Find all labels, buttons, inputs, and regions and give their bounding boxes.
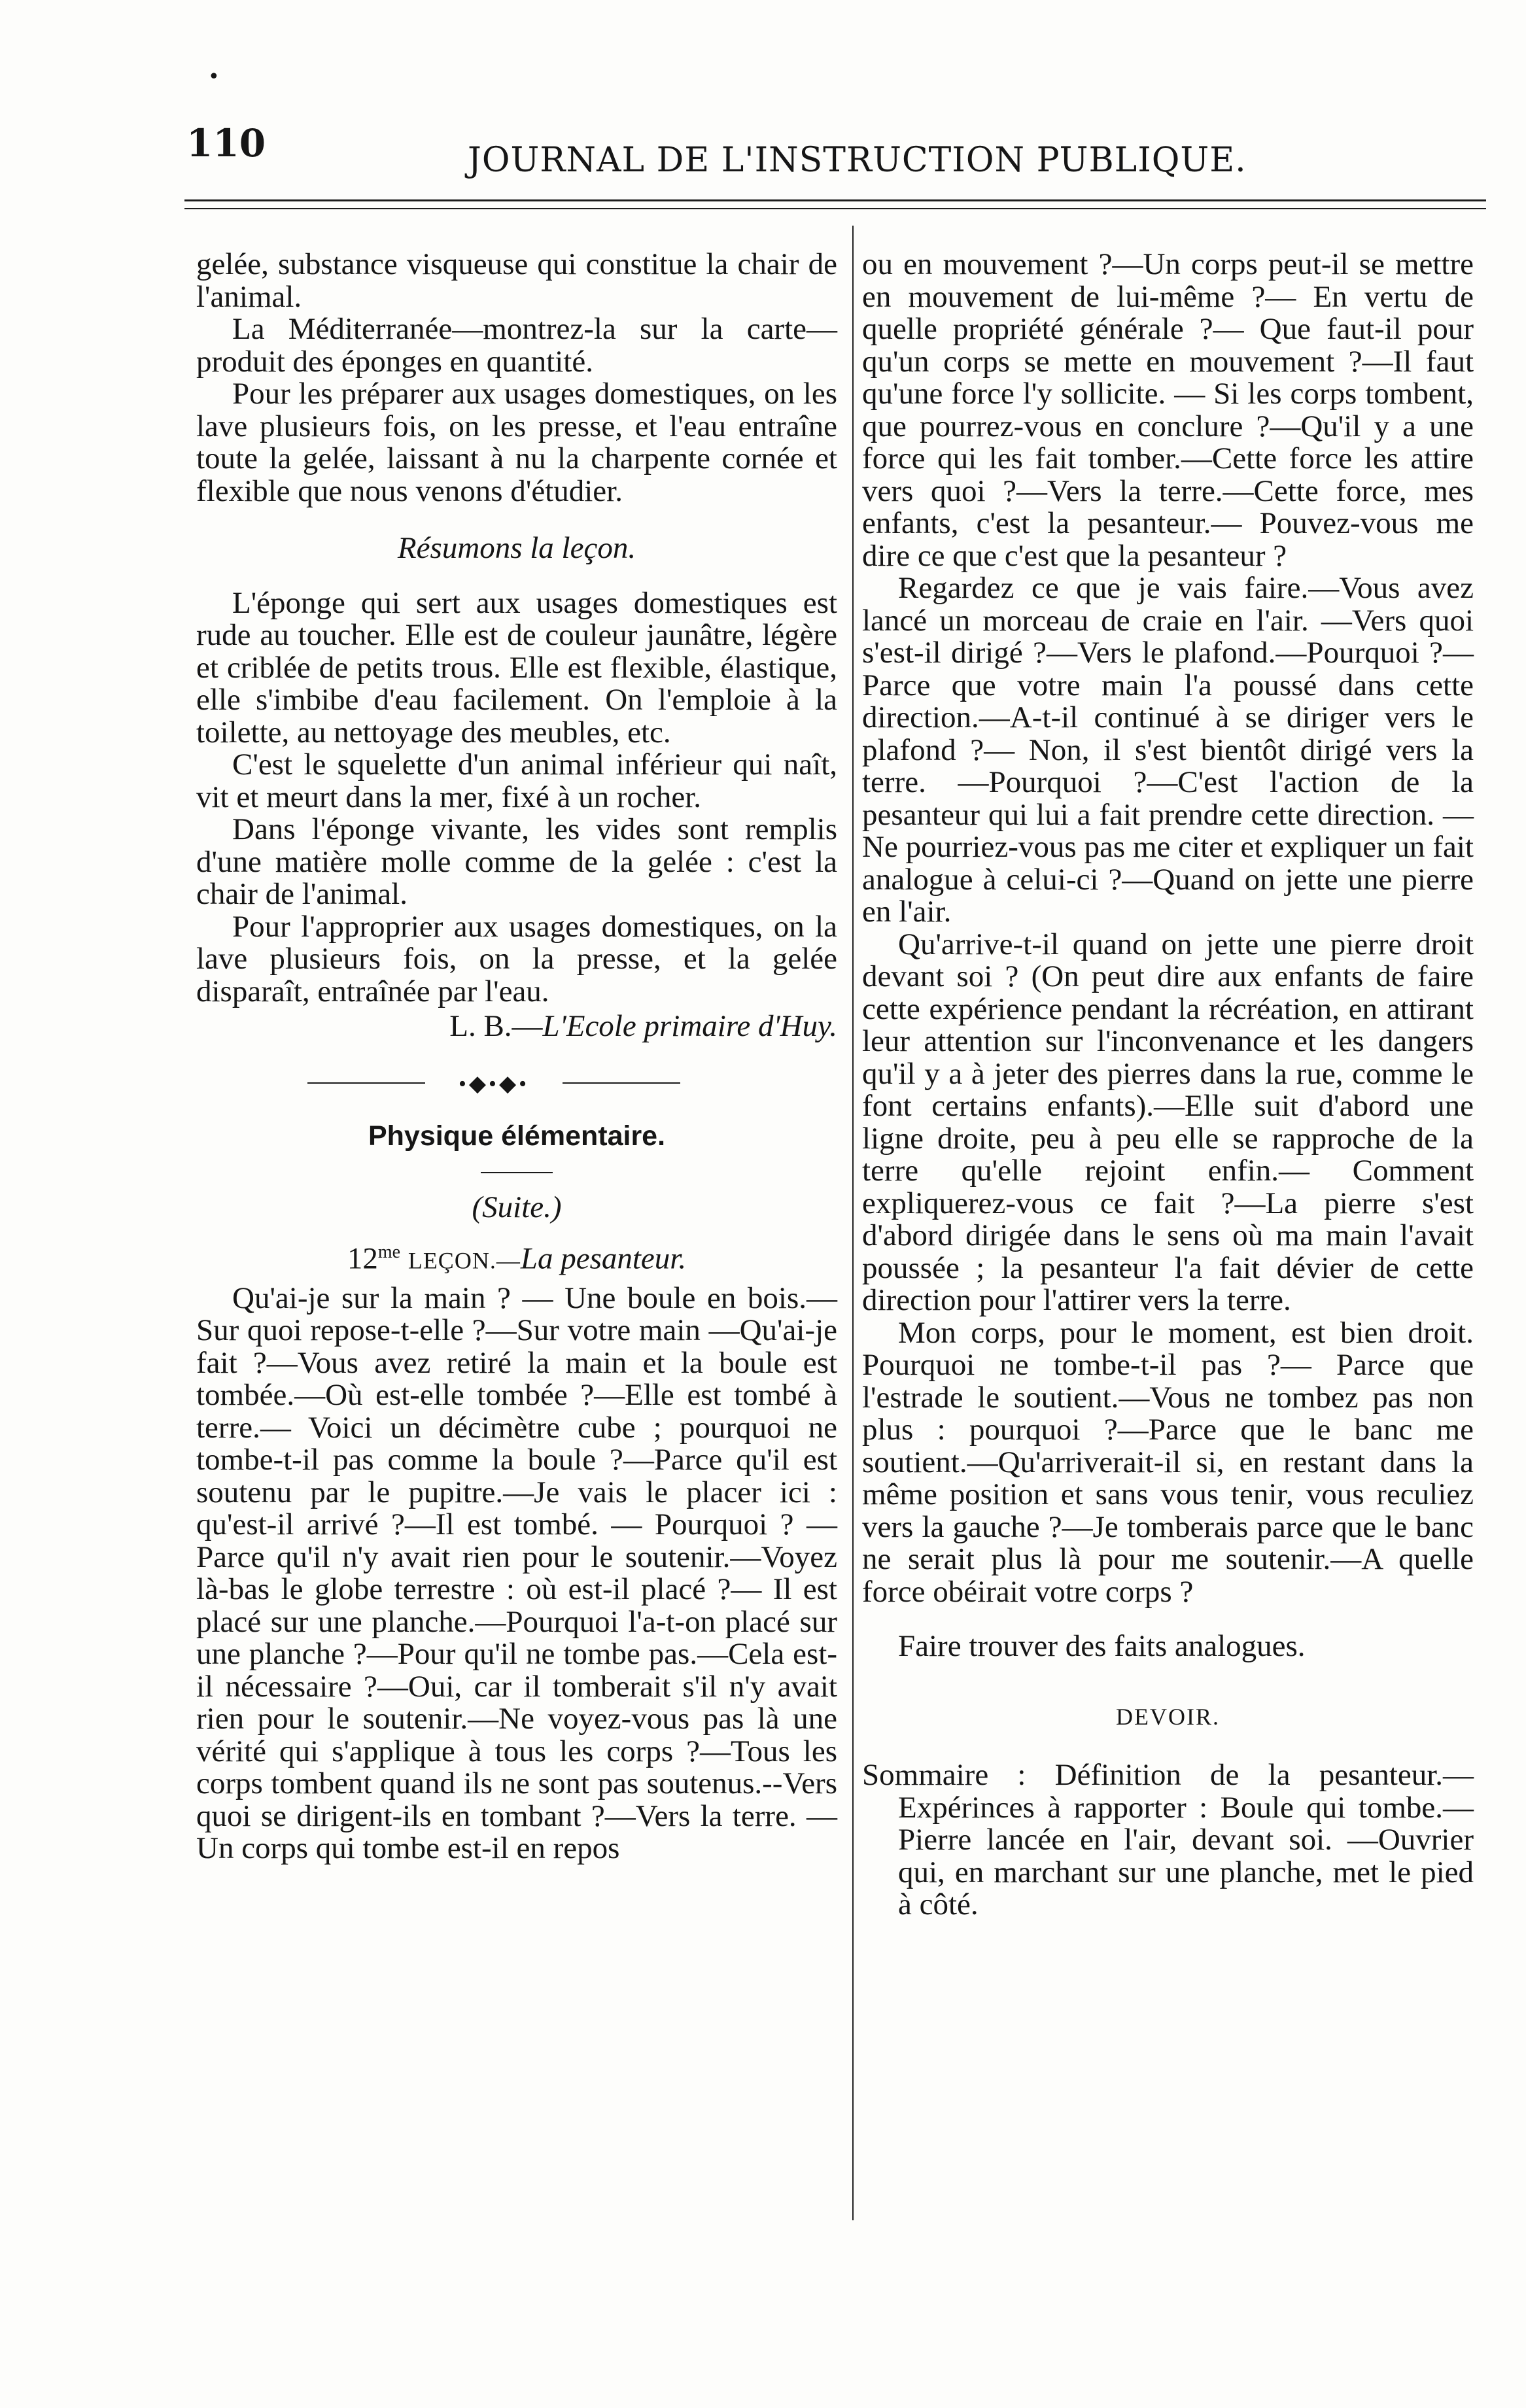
paragraph: Dans l'éponge vivante, les vides sont remplis d'une matière molle comme de la gelée : c'est la chair de l'animal.: [196, 812, 837, 911]
paragraph: Mon corps, pour le moment, est bien droit. Pourquoi ne tombe-t-il pas ?— Parce que l'estrade le soutient.—Vous ne tombez pas non plus : pourquoi ?—Parce que le banc me soutient.—Qu'arriverait-il si, en restant dans la même position et sans vous tenir, vous reculiez vers la gauche ?—Je tomberais parce que le banc ne serait plus là pour me soutenir.—A quelle force obéirait votre corps ?: [862, 1315, 1474, 1609]
lesson-word: LEÇON.—: [408, 1247, 521, 1274]
ink-dot: •: [208, 65, 220, 88]
credit-author: L. B.—: [449, 1009, 543, 1043]
ornament-glyphs: •◆•◆•: [458, 1071, 529, 1096]
paragraph: Qu'arrive-t-il quand on jette une pierre droit devant soi ? (On peut dire aux enfants de faire cette expérience pendant la récréation, en attirant leur attention sur l'inconvenance et les dangers qu'il y a à jeter des pierres dans la rue, comme le font certains enfants).—Elle suit d'abord une ligne droite, peu à peu elle se rapproche de la terre qu'elle rejoint enfin.— Comment expliquerez-vous ce fait ?—La pierre s'est d'abord dirigée dans le sens où ma main l'avait poussée ; la pesanteur l'a fait dévier de cette direction pour l'attirer vers la terre.: [862, 927, 1474, 1317]
paragraph: gelée, substance visqueuse qui constitue la chair de l'animal.: [196, 247, 837, 314]
paragraph: La Méditerranée—montrez-la sur la carte—produit des éponges en quantité.: [196, 312, 837, 379]
suite-label: (Suite.): [472, 1190, 562, 1224]
summary-subheading: Résumons la leçon.: [397, 531, 636, 565]
credit-source: L'Ecole primaire d'Huy.: [542, 1009, 837, 1043]
section-ornament: [196, 1063, 837, 1109]
paragraph: ou en mouvement ?—Un corps peut-il se mettre en mouvement de lui-même ?— En vertu de quelle propriété générale ?— Que faut-il pour qu'un corps se mette en mouvement ?—Il faut qu'une force l'y sollicite. — Si les corps tombent, que pourrez-vous en conclure ?—Qu'il y a une force qui les fait tomber.—Cette force les attire vers quoi ?—Vers la terre.—Cette force, mes enfants, c'est la pesanteur.— Pouvez-vous me dire ce que c'est que la pesanteur ?: [862, 247, 1474, 573]
devoir-heading: DEVOIR.: [1116, 1703, 1220, 1730]
lesson-number: 12: [347, 1241, 378, 1276]
running-title: JOURNAL DE L'INSTRUCTION PUBLIQUE.: [468, 141, 1247, 180]
paragraph: L'éponge qui sert aux usages domestiques est rude au toucher. Elle est de couleur jaunâtre, légère et criblée de petits trous. Elle est flexible, élastique, elle s'imbibe d'eau facilement. On l'emploie à la toilette, au nettoyage des meubles, etc.: [196, 585, 837, 749]
header-rule-thick: [184, 199, 1486, 201]
paragraph: Pour les préparer aux usages domestiques, on les lave plusieurs fois, on les presse, et l'eau entraîne toute la gelée, laissant à nu la charpente cornée et flexible que nous venons d'étudier.: [196, 377, 837, 508]
right-column: [862, 249, 1474, 1921]
ornament-line-right: [563, 1082, 680, 1084]
lesson-heading: [196, 1236, 837, 1277]
paragraph: Pour l'approprier aux usages domestiques, on la lave plusieurs fois, on la presse, et la gelée disparaît, entraînée par l'eau.: [196, 909, 837, 1008]
column-separator: [852, 226, 854, 2220]
left-column: [196, 249, 837, 1865]
paragraph: Qu'ai-je sur la main ? — Une boule en bois.—Sur quoi repose-t-elle ?—Sur votre main —Qu'ai-je fait ?—Vous avez retiré la main et la boule est tombée.—Où est-elle tombée ?—Elle est tombé à terre.— Voici un décimètre cube ; pourquoi ne tombe-t-il pas comme la boule ?—Parce qu'il est soutenu par le pupitre.—Je vais le placer ici : qu'est-il arrivé ?—Il est tombé. — Pourquoi ? — Parce qu'il n'y avait rien pour le soutenir.—Voyez là-bas le globe terrestre : où est-il placé ?— Il est placé sur une planche.—Pourquoi l'a-t-on placé sur une planche ?—Pour qu'il ne tombe pas.—Cela est-il nécessaire ?—Oui, car il tomberait s'il n'y avait rien pour le soutenir.—Ne voyez-vous pas là une vérité qui s'applique à tous les corps ?—Tous les corps tombent quand ils ne sont pas soutenus.--Vers quoi se dirigent-ils en tombant ?—Vers la terre. —Un corps qui tombe est-il en repos: [196, 1281, 837, 1866]
spacer: [862, 1608, 1474, 1630]
devoir-summary: Sommaire : Définition de la pesanteur.— Expérinces à rapporter : Boule qui tombe.—Pierre lancée en l'air, devant soi. —Ouvrier qui, en marchant sur une planche, met le pied à côté.: [862, 1758, 1474, 1921]
paragraph: C'est le squelette d'un animal inférieur qui naît, vit et meurt dans la mer, fixé à un rocher.: [196, 748, 837, 814]
paragraph: Faire trouver des faits analogues.: [898, 1629, 1306, 1663]
lesson-ordinal: me: [377, 1241, 401, 1262]
article-credit: [196, 1010, 837, 1043]
short-rule: [481, 1172, 553, 1173]
ornament-line-left: [307, 1082, 425, 1084]
paragraph: Regardez ce que je vais faire.—Vous avez lancé un morceau de craie en l'air. —Vers quoi s'est-il dirigé ?—Vers le plafond.—Pourquoi ?—Parce que votre main l'a poussé dans cette direction.—A-t-il continué à se diriger vers le plafond ?— Non, il s'est bientôt dirigé vers la terre. —Pourquoi ?—C'est l'action de la pesanteur qui lui a fait prendre cette direction. —Ne pourriez-vous pas me citer et expliquer un fait analogue à celui-ci ?—Quand on jette une pierre en l'air.: [862, 571, 1474, 929]
lesson-title: La pesanteur.: [520, 1241, 687, 1276]
page-number: 110: [186, 121, 266, 165]
header-rule-thin: [184, 208, 1486, 209]
page-header: [186, 121, 1475, 193]
section-title: Physique élémentaire.: [368, 1120, 666, 1152]
